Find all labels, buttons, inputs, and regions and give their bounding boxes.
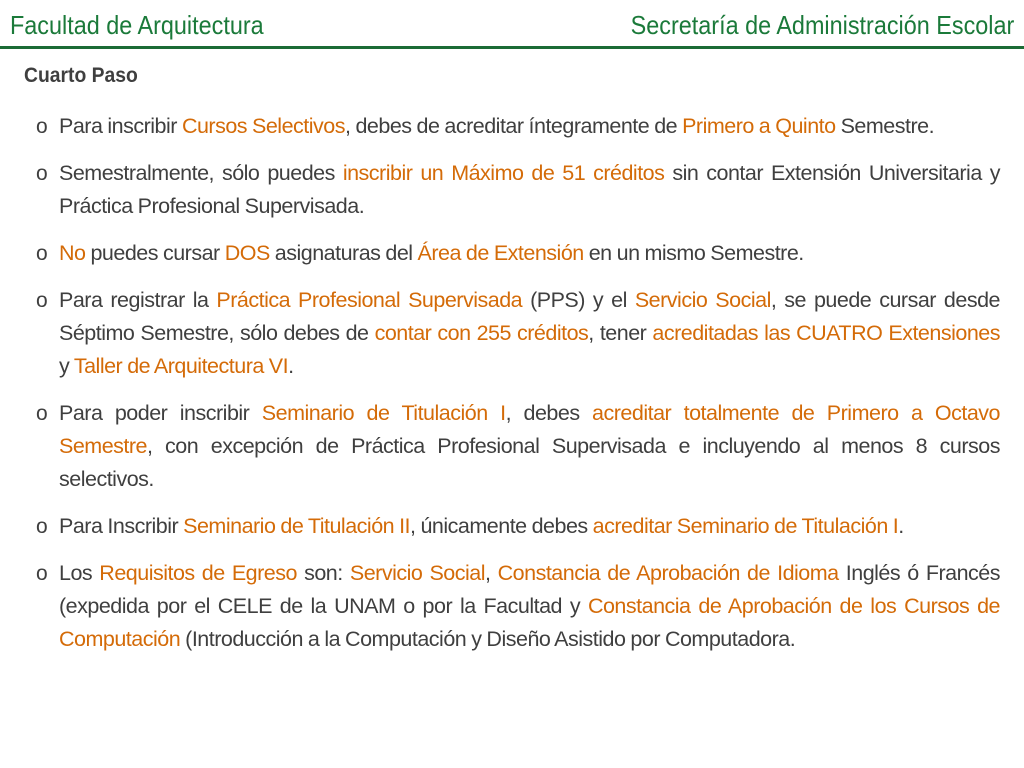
body-text: Para registrar la: [59, 288, 217, 312]
highlighted-text: Servicio Social: [634, 288, 771, 312]
body-text: Para poder inscribir: [59, 401, 262, 425]
body-text: Para Inscribir: [59, 514, 184, 538]
header-faculty-title: Facultad de Arquitectura: [10, 10, 264, 40]
highlighted-text: Requisitos de Egreso: [99, 561, 297, 585]
highlighted-text: DOS: [224, 241, 270, 265]
body-text: .: [898, 514, 904, 538]
body-text: en un mismo Semestre.: [583, 241, 804, 265]
highlighted-text: Constancia de Aprobación de los Cursos de Computación: [59, 594, 1000, 651]
list-item: [36, 284, 1000, 383]
highlighted-text: contar con 255 créditos: [374, 321, 589, 345]
body-text: son:: [296, 561, 350, 585]
highlighted-text: Primero a Quinto: [682, 114, 836, 138]
bullet-icon: o: [36, 515, 48, 538]
highlighted-text: acreditar Seminario de Titulación I: [592, 514, 899, 538]
body-text: puedes cursar: [85, 241, 225, 265]
body-text: sin contar Extensión Universitaria y Práctica Profesional Supervisada.: [59, 161, 1000, 218]
highlighted-text: inscribir un Máximo de 51 créditos: [342, 161, 665, 185]
highlighted-text: Cursos Selectivos: [181, 114, 346, 138]
body-text: asignaturas del: [269, 241, 418, 265]
list-item: [36, 237, 1000, 270]
body-text: y: [59, 354, 74, 378]
body-text: .: [288, 354, 294, 378]
highlighted-text: Seminario de Titulación I: [261, 401, 506, 425]
highlighted-text: Práctica Profesional Supervisada: [216, 288, 523, 312]
list-item: [36, 510, 1000, 543]
header-divider: [0, 46, 1024, 49]
body-text: , se puede cursar desde Séptimo Semestre, sólo debes de: [59, 288, 1001, 345]
bullet-icon: o: [36, 115, 48, 138]
highlighted-text: Taller de Arquitectura VI: [73, 354, 289, 378]
bullet-icon: o: [36, 242, 48, 265]
body-text: Inglés ó Francés (expedida por el CELE de la UNAM o por la Facultad y: [59, 561, 1001, 618]
requirements-list: [36, 110, 1000, 670]
body-text: Los: [59, 561, 100, 585]
list-item: [36, 557, 1000, 656]
bullet-icon: o: [36, 289, 48, 312]
highlighted-text: acreditar totalmente de Primero a Octavo Semestre: [59, 401, 1001, 458]
header-office-title: Secretaría de Administración Escolar: [630, 10, 1014, 40]
section-title: Cuarto Paso: [24, 64, 138, 87]
highlighted-text: Servicio Social: [349, 561, 486, 585]
body-text: Semestre.: [835, 114, 935, 138]
body-text: ,: [485, 561, 498, 585]
body-text: , tener: [588, 321, 653, 345]
highlighted-text: Área de Extensión: [417, 241, 584, 265]
list-item: [36, 397, 1000, 496]
bullet-icon: o: [36, 162, 48, 185]
body-text: , con excepción de Práctica Profesional Supervisada e incluyendo al menos 8 cursos selectivos.: [59, 434, 1000, 491]
highlighted-text: acreditadas las CUATRO Extensiones: [652, 321, 1000, 345]
bullet-icon: o: [36, 402, 48, 425]
body-text: (Introducción a la Computación y Diseño Asistido por Computadora.: [180, 627, 796, 651]
body-text: , debes de acreditar íntegramente de: [345, 114, 683, 138]
bullet-icon: o: [36, 562, 48, 585]
highlighted-text: Seminario de Titulación II: [183, 514, 411, 538]
highlighted-text: Constancia de Aprobación de Idioma: [497, 561, 839, 585]
list-item: [36, 110, 1000, 143]
list-item: [36, 157, 1000, 223]
highlighted-text: No: [59, 241, 86, 265]
body-text: , únicamente debes: [410, 514, 593, 538]
body-text: Semestralmente, sólo puedes: [59, 161, 343, 185]
body-text: Para inscribir: [59, 114, 182, 138]
page-header: [0, 0, 1024, 48]
body-text: , debes: [505, 401, 593, 425]
body-text: (PPS) y el: [522, 288, 635, 312]
